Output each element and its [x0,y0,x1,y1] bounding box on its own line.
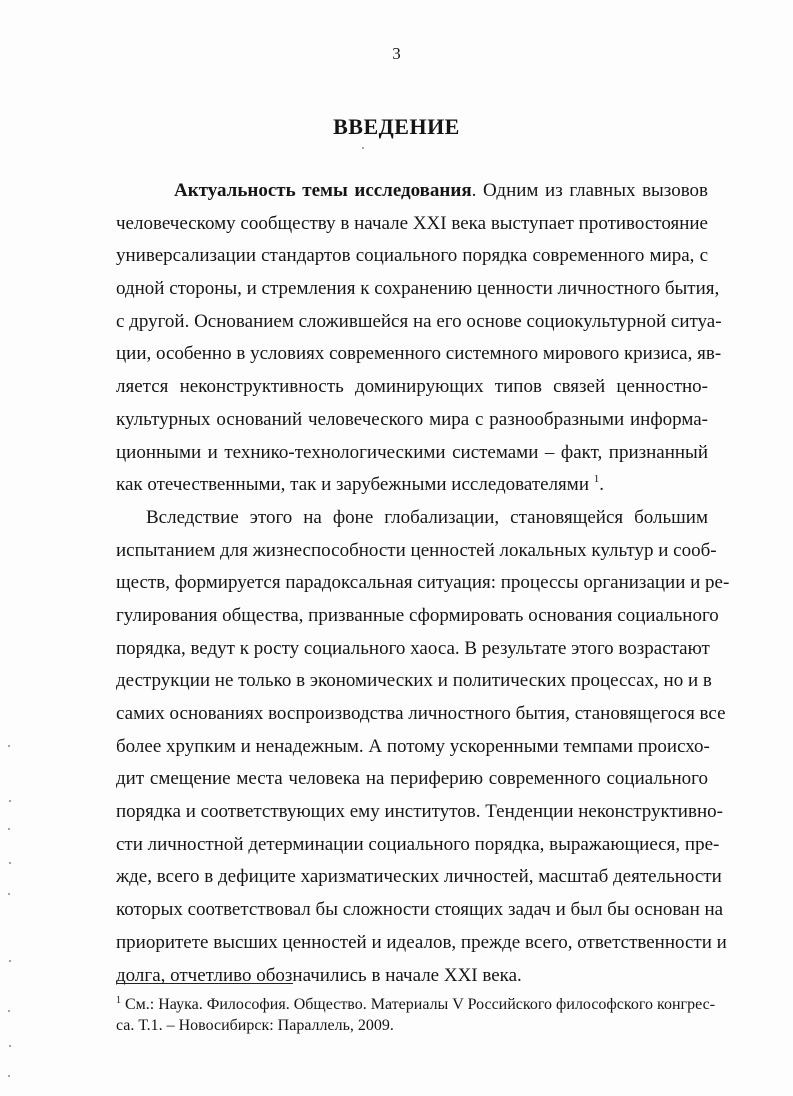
paragraph-line: самих основаниях воспроизводства личностного бытия, становящегося все [116,703,726,724]
paragraph-line: гулирования общества, призванные сформировать основания социального [116,604,719,626]
scan-speck [8,745,10,747]
paragraph-line: ционными и технико-технологическими системами – факт, признанный [116,441,708,463]
paragraph-line: ществ, формируется парадоксальная ситуация: процессы организации и ре- [116,572,730,594]
paragraph-line: долга, отчетливо обозначились в начале XXI века. [116,964,522,986]
footnote-text: См.: Наука. Философия. Общество. Материалы V Российского философского конгрес- [125,996,716,1013]
body-text [116,175,730,992]
footnote-reference[interactable]: 1 [593,473,600,486]
footnote [116,994,716,1036]
paragraph-text: как отечественными, так и зарубежными исследователями [116,474,589,496]
paragraph-line: культурных оснований человеческого мира с разнообразными информа- [116,408,708,430]
paragraph-line: дит смещение места человека на периферию современного социального [116,768,708,790]
footnote-line: са. Т.1. – Новосибирск: Параллель, 2009. [116,1017,394,1034]
paragraph-line: более хрупким и ненадежным. А потому ускоренными темпами происхо- [116,735,710,757]
scan-speck [8,893,10,895]
paragraph-line: ции, особенно в условиях современного системного мирового кризиса, яв- [116,343,722,365]
paragraph-line: сти личностной детерминации социального порядка, выражающиеся, пре- [116,833,720,855]
paragraph-line: приоритете высших ценностей и идеалов, прежде всего, ответственности и [116,931,727,953]
paragraph-line: порядка и соответствующих ему институтов. Тенденции неконструктивно- [116,801,723,823]
paragraph-line: ляется неконструктивность доминирующих типов связей ценностно- [116,376,708,398]
paragraph-line [116,175,708,208]
section-heading-inline: Актуальность темы исследования [174,180,472,201]
footnote-line [116,994,716,1015]
paragraph-text: . [599,474,604,496]
paragraph-line: жде, всего в дефиците харизматических личностей, масштаб деятельности [116,866,722,888]
scan-speck [362,147,364,149]
paragraph-line [116,469,708,502]
scan-speck [9,862,11,864]
paragraph-line: порядка, ведут к росту социального хаоса. В результате этого возрастают [116,637,710,659]
paragraph-text: . Одним из главных вызовов [471,180,709,201]
paragraph-1 [116,175,722,502]
footnote-marker: 1 [116,995,121,1006]
scan-speck [8,828,10,830]
paragraph-line: которых соответствовал бы сложности стоящих задач и был бы основан на [116,899,724,921]
paragraph-line: одной стороны, и стремления к сохранению ценности личностного бытия, [116,278,720,300]
paragraph-line: Вследствие этого на фоне глобализации, становящейся большим [146,506,708,528]
paragraph-line: человеческому сообществу в начале XXI века выступает противостояние [116,212,708,234]
scan-speck [8,1010,10,1012]
scan-speck [9,800,11,802]
scan-speck [9,960,11,962]
paragraph-2 [116,502,730,992]
paragraph-line: с другой. Основанием сложившейся на его основе социокультурной ситуа- [116,310,722,332]
page-title: ВВЕДЕНИЕ [333,114,460,139]
scan-speck [8,1075,10,1077]
paragraph-line: универсализации стандартов социального порядка современного мира, с [116,245,708,267]
paragraph-line: деструкции не только в экономических и политических процессах, но и в [116,670,712,692]
footnote-divider [117,983,293,984]
scan-speck [9,1045,11,1047]
page-number: 3 [392,44,401,63]
paragraph-line: испытанием для жизнеспособности ценностей локальных культур и сооб- [116,539,717,561]
